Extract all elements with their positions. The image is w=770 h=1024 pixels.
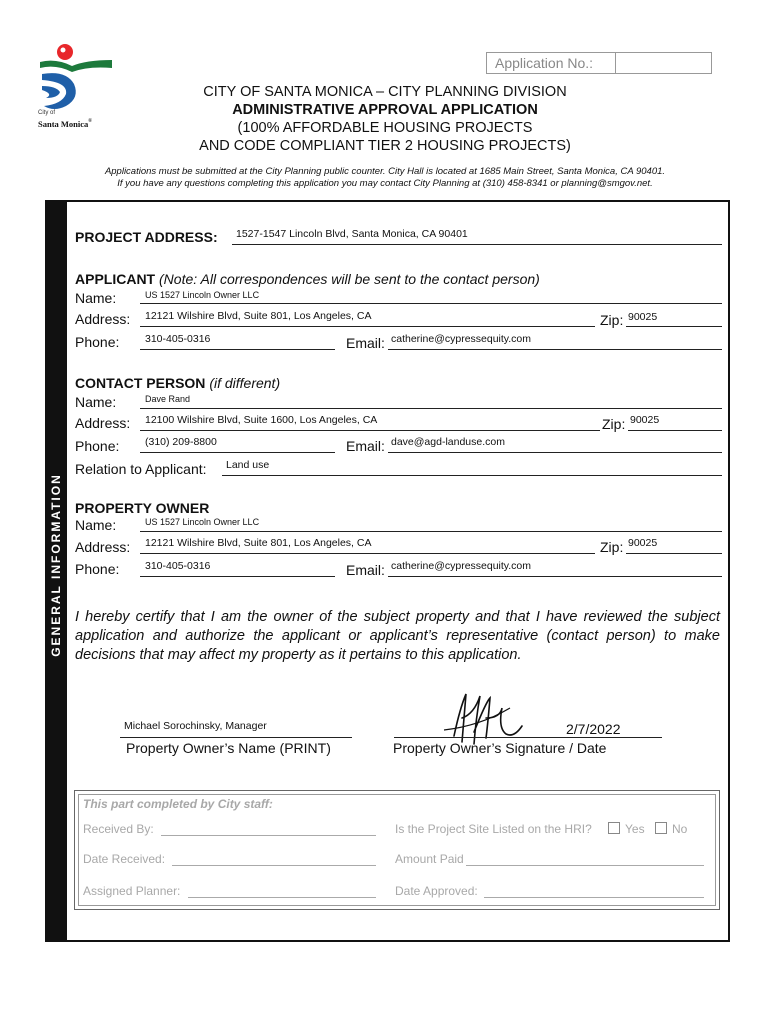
owner-phone-line [140, 576, 335, 577]
applicant-email-line [388, 349, 722, 350]
contact-name-value[interactable]: Dave Rand [145, 394, 191, 404]
project-address-line [232, 244, 722, 245]
owner-name-line [140, 531, 722, 532]
date-approved-field[interactable] [484, 897, 704, 898]
contact-title: CONTACT PERSON [75, 375, 206, 391]
owner-name-label: Name: [75, 517, 117, 533]
applicant-address-value[interactable]: 12121 Wilshire Blvd, Suite 801, Los Angeles, CA [145, 310, 372, 322]
contact-name-label: Name: [75, 394, 117, 410]
certification-statement: I hereby certify that I am the owner of the subject property and that I have reviewed the subject application and authorize the applicant or applicant’s representative (contact person) to make decisions that may affect my property as it pertains to this application. [75, 609, 720, 663]
contact-zip-value[interactable]: 90025 [630, 414, 660, 426]
applicant-zip-line [626, 326, 722, 327]
hri-yes-checkbox[interactable] [608, 822, 620, 834]
owner-title: PROPERTY OWNER [75, 500, 210, 516]
relation-label: Relation to Applicant: [75, 461, 207, 477]
date-received-label: Date Received: [83, 852, 166, 866]
hri-yes-label: Yes [625, 822, 645, 836]
signature-caption: Property Owner’s Signature / Date [393, 740, 607, 756]
applicant-address-line [140, 326, 595, 327]
logo-city-of: City of [38, 110, 56, 116]
project-address-label: PROJECT ADDRESS: [75, 229, 218, 245]
project-address-value[interactable]: 1527-1547 Lincoln Blvd, Santa Monica, CA 90401 [236, 228, 468, 240]
applicant-email-label: Email: [346, 335, 385, 351]
applicant-heading [75, 271, 540, 287]
contact-email-value[interactable]: dave@agd-landuse.com [391, 436, 505, 448]
received-by-field[interactable] [161, 835, 376, 836]
owner-address-value[interactable]: 12121 Wilshire Blvd, Suite 801, Los Angeles, CA [145, 537, 372, 549]
applicant-zip-value[interactable]: 90025 [628, 311, 658, 323]
applicant-email-value[interactable]: catherine@cypressequity.com [391, 333, 532, 345]
contact-heading [75, 375, 280, 391]
applicant-phone-value[interactable]: 310-405-0316 [145, 333, 211, 345]
contact-phone-label: Phone: [75, 438, 120, 454]
sidebar [45, 200, 67, 942]
owner-address-line [140, 553, 595, 554]
owner-zip-value[interactable]: 90025 [628, 537, 658, 549]
signature-line [394, 737, 662, 738]
amount-paid-label: Amount Paid [395, 852, 464, 866]
contact-note: (if different) [209, 375, 281, 391]
assigned-planner-field[interactable] [188, 897, 376, 898]
date-approved-label: Date Approved: [395, 884, 478, 898]
owner-email-label: Email: [346, 562, 385, 578]
applicant-title: APPLICANT [75, 271, 156, 287]
applicant-phone-line [140, 349, 335, 350]
owner-phone-label: Phone: [75, 561, 120, 577]
signature-date[interactable]: 2/7/2022 [566, 721, 621, 737]
header-line-4: AND CODE COMPLIANT TIER 2 HOUSING PROJECTS) [199, 138, 571, 154]
application-number-label: Application No.: [487, 53, 616, 73]
applicant-address-label: Address: [75, 311, 131, 327]
header-line-2: ADMINISTRATIVE APPROVAL APPLICATION [232, 102, 538, 118]
contact-zip-label: Zip: [602, 416, 626, 432]
received-by-label: Received By: [83, 822, 154, 836]
applicant-name-value[interactable]: US 1527 Lincoln Owner LLC [145, 290, 260, 300]
instructions-line-2: If you have any questions completing this application you may contact City Planning at (310) 458-8341 or planning@smgov.net. [117, 178, 653, 189]
application-number-box [486, 52, 712, 74]
owner-zip-line [626, 553, 722, 554]
applicant-zip-label: Zip: [600, 312, 624, 328]
sidebar-label: GENERAL INFORMATION [49, 473, 63, 657]
amount-paid-field[interactable] [466, 865, 704, 866]
owner-address-label: Address: [75, 539, 131, 555]
owner-zip-label: Zip: [600, 539, 624, 555]
contact-phone-value[interactable]: (310) 209-8800 [145, 436, 217, 448]
date-received-field[interactable] [172, 865, 376, 866]
hri-no-label: No [672, 822, 688, 836]
contact-address-value[interactable]: 12100 Wilshire Blvd, Suite 1600, Los Angeles, CA [145, 414, 378, 426]
owner-name-value[interactable]: US 1527 Lincoln Owner LLC [145, 517, 260, 527]
hri-question: Is the Project Site Listed on the HRI? [395, 822, 592, 836]
instructions-line-1: Applications must be submitted at the City Planning public counter. City Hall is located at 1685 Main Street, Santa Monica, CA 90401. [104, 166, 666, 177]
header-line-3: (100% AFFORDABLE HOUSING PROJECTS [237, 120, 533, 136]
relation-line [222, 475, 722, 476]
owner-email-line [388, 576, 722, 577]
logo-tm: ® [88, 119, 93, 124]
contact-email-label: Email: [346, 438, 385, 454]
relation-value[interactable]: Land use [226, 459, 270, 471]
owner-printed-name[interactable]: Michael Sorochinsky, Manager [124, 720, 267, 732]
contact-address-line [140, 430, 600, 431]
owner-phone-value[interactable]: 310-405-0316 [145, 560, 211, 572]
assigned-planner-label: Assigned Planner: [83, 884, 181, 898]
owner-email-value[interactable]: catherine@cypressequity.com [391, 560, 532, 572]
printed-name-line [120, 737, 352, 738]
contact-phone-line [140, 452, 335, 453]
contact-email-line [388, 452, 722, 453]
header-line-1: CITY OF SANTA MONICA – CITY PLANNING DIVISION [203, 84, 567, 100]
applicant-note: (Note: All correspondences will be sent to the contact person) [159, 271, 540, 287]
applicant-name-line [140, 303, 722, 304]
application-number-input[interactable] [616, 53, 711, 73]
staff-title: This part completed by City staff: [83, 797, 273, 811]
printed-name-caption: Property Owner’s Name (PRINT) [126, 740, 331, 756]
contact-address-label: Address: [75, 415, 131, 431]
applicant-name-label: Name: [75, 290, 117, 306]
contact-name-line [140, 408, 722, 409]
logo-city-name: Santa Monica [38, 119, 89, 129]
applicant-phone-label: Phone: [75, 334, 120, 350]
contact-zip-line [628, 430, 722, 431]
hri-no-checkbox[interactable] [655, 822, 667, 834]
